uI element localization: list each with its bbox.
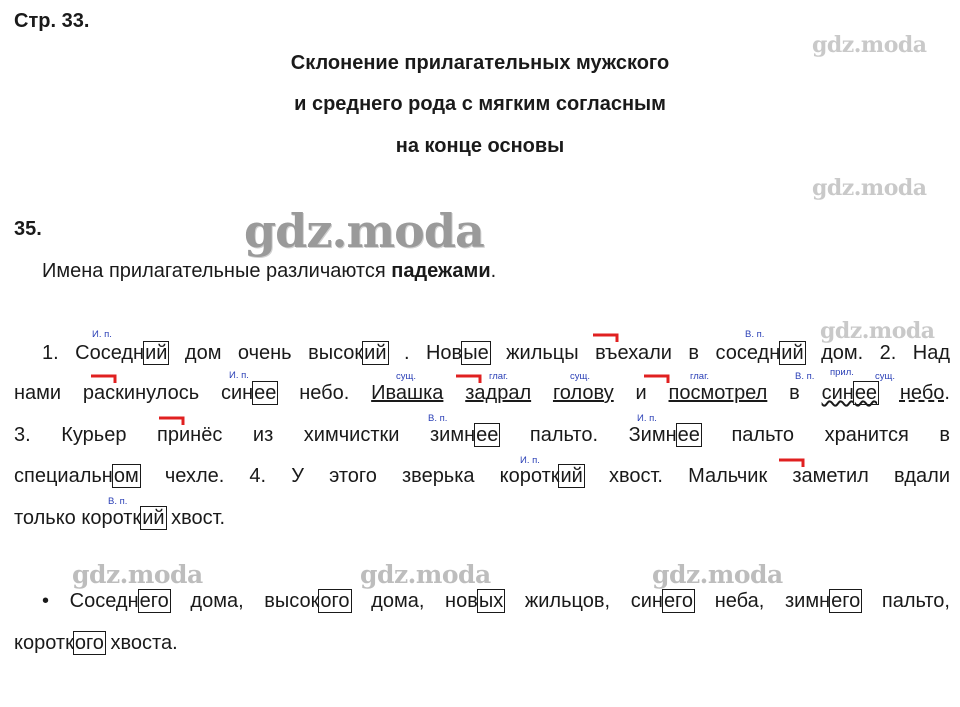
title-line-3: на конце основы bbox=[395, 135, 565, 157]
pos-note: глаг. bbox=[489, 371, 509, 382]
case-note: И. п. bbox=[92, 329, 112, 340]
watermark: gdz.moda bbox=[244, 204, 484, 258]
exercise-number: 35. bbox=[14, 218, 42, 240]
text-line-2: нами раскинулось синее небо. Ивашка задрал голову и посмотрел в синее небо. bbox=[14, 382, 950, 404]
text-line-6: • Соседнего дома, высокого дома, новых жильцов, синего неба, зимнего пальто, bbox=[42, 590, 950, 612]
watermark: gdz.moda bbox=[360, 560, 491, 589]
case-note: В. п. bbox=[108, 496, 128, 507]
text-line-1: 1. Соседний дом очень высокий . Новые жильцы въехали в соседний дом. 2. Над bbox=[42, 342, 951, 364]
text-line-5: только короткий хвост. bbox=[14, 507, 226, 529]
case-note: И. п. bbox=[229, 370, 249, 381]
text-line-4: специальном чехле. 4. У этого зверька короткий хвост. Мальчик заметил вдали bbox=[14, 465, 950, 487]
case-note: И. п. bbox=[520, 455, 540, 466]
pos-note: сущ. bbox=[570, 371, 590, 382]
title-line-2: и среднего рода с мягким согласным bbox=[294, 93, 666, 115]
text-line-3: 3. Курьер принёс из химчистки зимнее пальто. Зимнее пальто хранится в bbox=[14, 424, 950, 446]
case-note: В. п. bbox=[428, 413, 448, 424]
case-note: В. п. bbox=[745, 329, 765, 340]
page-label: Стр. 33. bbox=[14, 10, 90, 32]
watermark: gdz.moda bbox=[820, 318, 935, 344]
pos-note: глаг. bbox=[690, 371, 710, 382]
intro-text: Имена прилагательные различаются падежами. bbox=[42, 260, 497, 282]
case-note: И. п. bbox=[637, 413, 657, 424]
case-note: В. п. bbox=[795, 371, 815, 382]
watermark: gdz.moda bbox=[72, 560, 203, 589]
watermark: gdz.moda bbox=[812, 175, 927, 201]
text-line-7: короткого хвоста. bbox=[14, 632, 178, 654]
watermark: gdz.moda bbox=[812, 32, 927, 58]
pos-note: прил. bbox=[830, 367, 854, 378]
watermark: gdz.moda bbox=[652, 560, 783, 589]
title-line-1: Склонение прилагательных мужского bbox=[290, 52, 670, 74]
pos-note: сущ. bbox=[396, 371, 416, 382]
pos-note: сущ. bbox=[875, 371, 895, 382]
